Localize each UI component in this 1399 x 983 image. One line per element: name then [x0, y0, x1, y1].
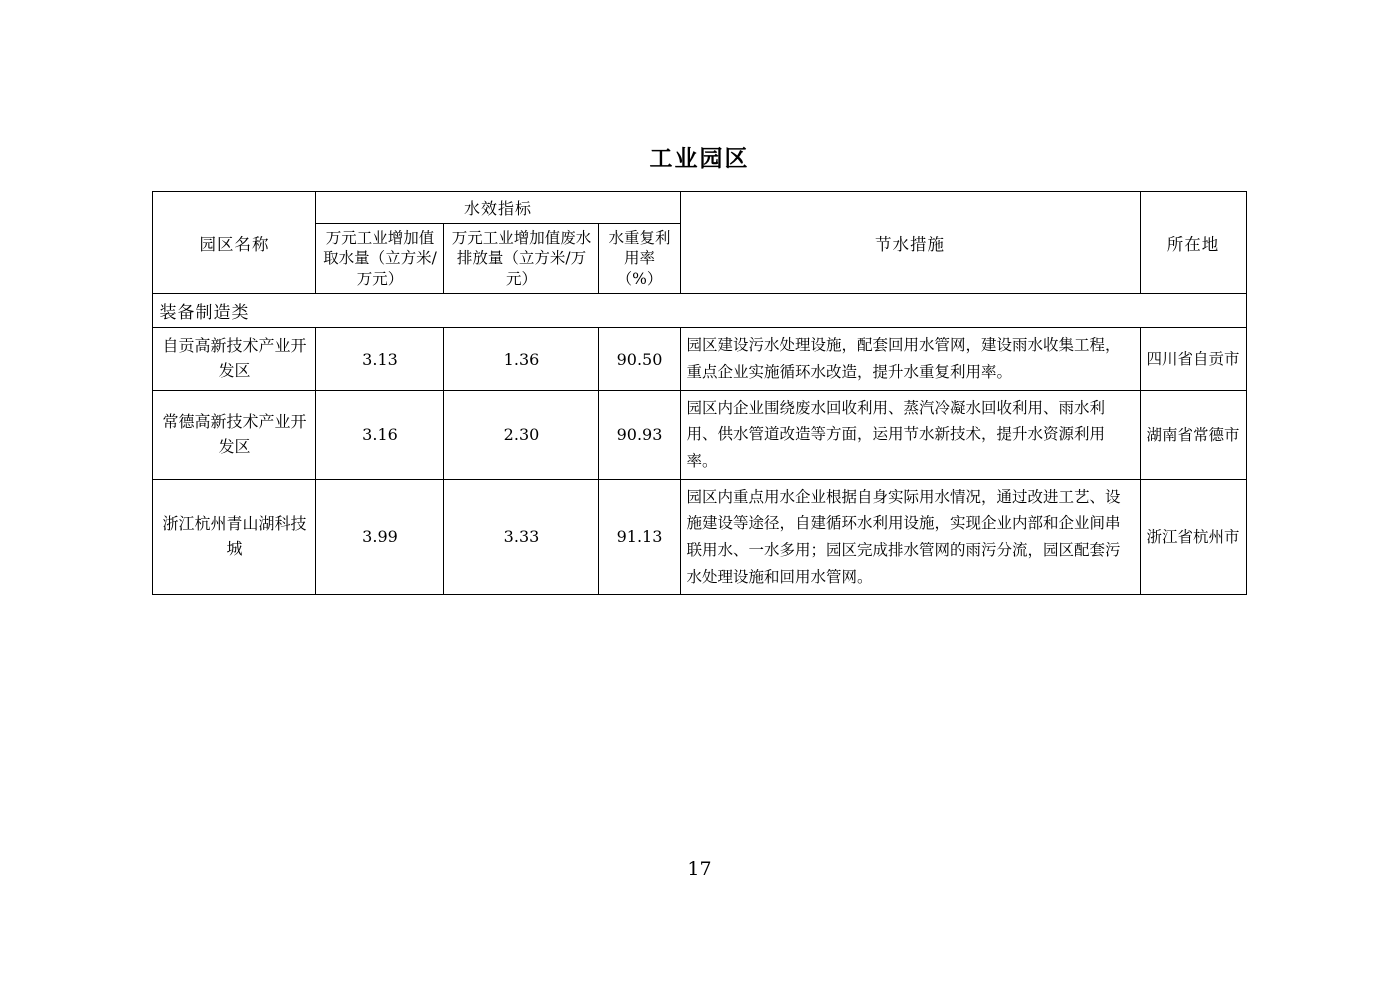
table-row	[153, 479, 1246, 595]
cell-location: 四川省自贡市	[1140, 328, 1246, 390]
page-number: 17	[687, 858, 712, 880]
cell-reuse-rate: 90.93	[599, 390, 680, 479]
cell-park-name: 浙江杭州青山湖科技城	[153, 479, 316, 595]
cell-location: 浙江省杭州市	[1140, 479, 1246, 595]
header-location: 所在地	[1140, 192, 1246, 294]
cell-reuse-rate: 91.13	[599, 479, 680, 595]
table-section-row	[153, 294, 1246, 328]
cell-measures: 园区内企业围绕废水回收利用、蒸汽冷凝水回收利用、雨水利用、供水管道改造等方面，运用节水新技术，提升水资源利用率。	[680, 390, 1140, 479]
cell-park-name: 自贡高新技术产业开发区	[153, 328, 316, 390]
table-row	[153, 328, 1246, 390]
page-title: 工业园区	[649, 145, 750, 172]
cell-reuse-rate: 90.50	[599, 328, 680, 390]
header-discharge: 万元工业增加值废水排放量（立方米/万元）	[444, 224, 599, 294]
cell-park-name: 常德高新技术产业开发区	[153, 390, 316, 479]
cell-discharge: 1.36	[444, 328, 599, 390]
cell-intake: 3.13	[316, 328, 444, 390]
cell-discharge: 3.33	[444, 479, 599, 595]
table-row	[153, 390, 1246, 479]
industrial-park-table	[152, 191, 1246, 595]
cell-location: 湖南省常德市	[1140, 390, 1246, 479]
header-water-efficiency-group: 水效指标	[316, 192, 680, 224]
cell-measures: 园区建设污水处理设施，配套回用水管网，建设雨水收集工程，重点企业实施循环水改造，提升水重复利用率。	[680, 328, 1140, 390]
cell-discharge: 2.30	[444, 390, 599, 479]
table-body	[153, 294, 1246, 595]
cell-intake: 3.16	[316, 390, 444, 479]
section-label: 装备制造类	[153, 294, 1246, 328]
header-measures: 节水措施	[680, 192, 1140, 294]
cell-intake: 3.99	[316, 479, 444, 595]
header-reuse-rate: 水重复利用率（%）	[599, 224, 680, 294]
header-intake: 万元工业增加值取水量（立方米/万元）	[316, 224, 444, 294]
table-header-row-1	[153, 192, 1246, 224]
header-park-name: 园区名称	[153, 192, 316, 294]
table-header	[153, 192, 1246, 294]
cell-measures: 园区内重点用水企业根据自身实际用水情况，通过改进工艺、设施建设等途径，自建循环水利用设施，实现企业内部和企业间串联用水、一水多用；园区完成排水管网的雨污分流，园区配套污水处理设施和回用水管网。	[680, 479, 1140, 595]
